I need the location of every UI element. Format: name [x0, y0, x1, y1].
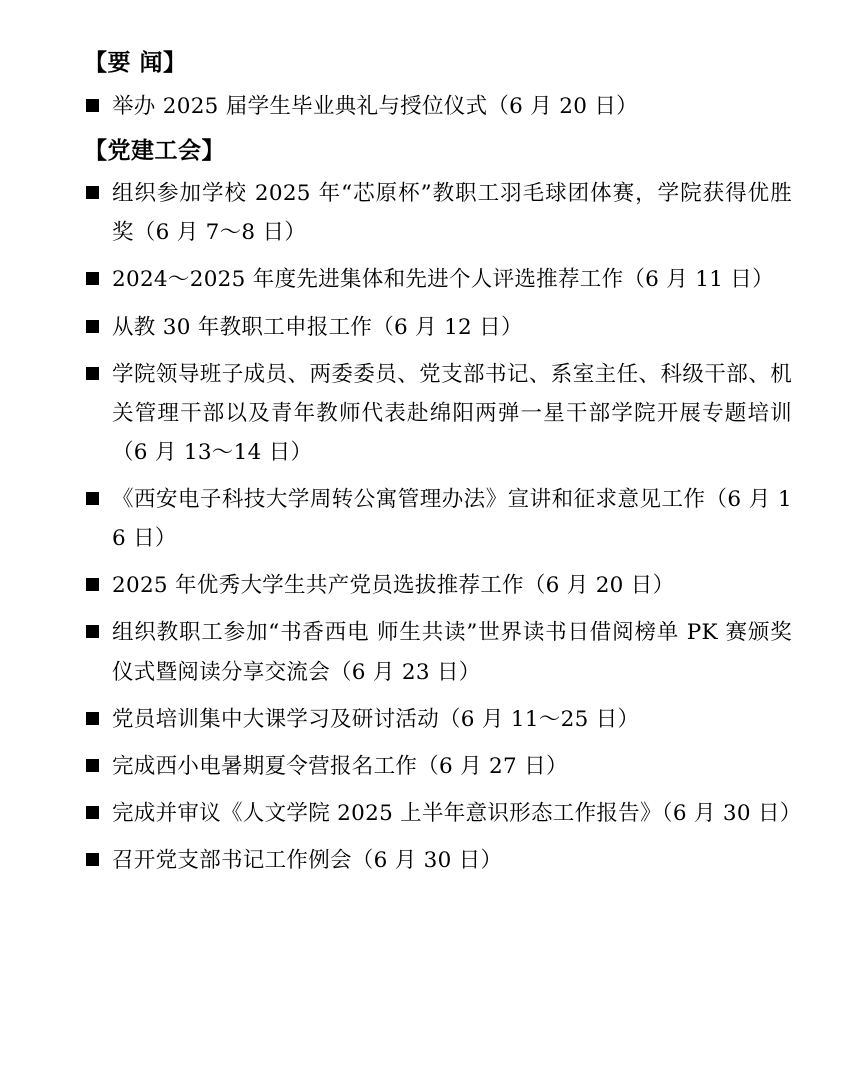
list-item: [78, 841, 792, 880]
section-heading: 【党建工会】: [84, 137, 225, 164]
list-item: [78, 700, 792, 739]
square-bullet-icon: [86, 712, 99, 725]
list-item: [78, 747, 792, 786]
list-item-text: 举办 2025 届学生毕业典礼与授位仪式（6 月 20 日）: [112, 93, 638, 119]
square-bullet-icon: [86, 272, 99, 285]
list-item: [78, 613, 792, 691]
list-item-text: 党员培训集中大课学习及研讨活动（6 月 11～25 日）: [112, 706, 640, 732]
list-item: [78, 260, 792, 299]
square-bullet-icon: [86, 853, 99, 866]
list-item: [78, 308, 792, 347]
square-bullet-icon: [86, 492, 99, 505]
list-item-text: 组织参加学校 2025 年“芯原杯”教职工羽毛球团体赛，学院获得优胜奖（6 月 7～8 日）: [112, 181, 792, 246]
square-bullet-icon: [86, 367, 99, 380]
square-bullet-icon: [86, 578, 99, 591]
square-bullet-icon: [86, 625, 99, 638]
list-item: [78, 87, 792, 126]
list-item-text: 召开党支部书记工作例会（6 月 30 日）: [112, 848, 503, 873]
square-bullet-icon: [86, 99, 99, 112]
square-bullet-icon: [86, 186, 99, 199]
list-item-text: 《西安电子科技大学周转公寓管理办法》宣讲和征求意见工作（6 月 16 日）: [112, 487, 792, 552]
list-item-text: 组织教职工参加“书香西电 师生共读”世界读书日借阅榜单 PK 赛颁奖仪式暨阅读分享交流会（6 月 23 日）: [112, 620, 792, 685]
square-bullet-icon: [86, 806, 99, 819]
list-item-text: 2024～2025 年度先进集体和先进个人评选推荐工作（6 月 11 日）: [112, 267, 774, 293]
list-item: [78, 355, 792, 472]
list-item: [78, 566, 792, 605]
section-top-news: [78, 46, 792, 126]
list-item-text: 完成西小电暑期夏令营报名工作（6 月 27 日）: [112, 753, 568, 779]
list-item-text: 从教 30 年教职工申报工作（6 月 12 日）: [112, 314, 523, 340]
square-bullet-icon: [86, 759, 99, 772]
list-item: [78, 480, 792, 558]
square-bullet-icon: [86, 320, 99, 333]
list-item-text: 学院领导班子成员、两委委员、党支部书记、系室主任、科级干部、机关管理干部以及青年教师代表赴绵阳两弹一星干部学院开展专题培训（6 月 13～14 日）: [112, 361, 792, 465]
list-item: [78, 174, 792, 252]
list-item-text: 2025 年优秀大学生共产党员选拔推荐工作（6 月 20 日）: [112, 573, 675, 599]
list-item-text: 完成并审议《人文学院 2025 上半年意识形态工作报告》（6 月 30 日）: [112, 800, 802, 826]
list-item: [78, 794, 802, 833]
section-party-building-union: [78, 134, 802, 881]
section-heading: 【要 闻】: [84, 50, 187, 76]
